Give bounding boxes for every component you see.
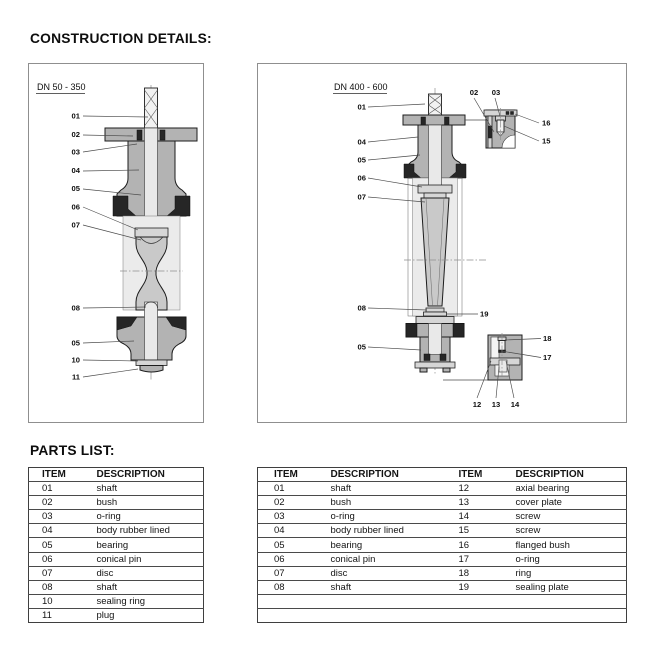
callout-08: 08 (357, 303, 366, 313)
table-row (29, 510, 204, 524)
tab-right (443, 368, 450, 372)
callout-05b: 05 (71, 338, 80, 348)
description-cell: shaft (315, 580, 443, 594)
table-row (29, 496, 204, 510)
description-cell: body rubber lined (84, 524, 204, 538)
table-row (258, 510, 627, 524)
callout-11: 11 (71, 372, 80, 382)
item-cell: 06 (258, 552, 315, 566)
description-cell: cover plate (500, 496, 627, 510)
description-cell (500, 594, 627, 608)
table-row (29, 580, 204, 594)
description-cell: disc (315, 566, 443, 580)
bottom-shaft (429, 324, 442, 355)
item-cell: 15 (443, 524, 500, 538)
column-header: DESCRIPTION (96, 469, 165, 481)
parts-table-dn50-350 (28, 467, 204, 623)
description-cell: sealing ring (84, 594, 204, 608)
description-cell: o-ring (315, 510, 443, 524)
table-row (258, 538, 627, 552)
conical-pin-collar (135, 228, 168, 237)
bush-right (445, 117, 450, 125)
description-cell: sealing plate (500, 580, 627, 594)
column-header: DESCRIPTION (330, 469, 399, 481)
description-cell (315, 608, 443, 622)
description-cell: o-ring (84, 510, 204, 524)
column-header: ITEM (458, 469, 483, 481)
sealing-plate-bottom (424, 312, 447, 316)
item-cell: 04 (29, 524, 84, 538)
bush-right (160, 130, 165, 140)
item-cell: 18 (443, 566, 500, 580)
cover-plate (415, 362, 455, 368)
parts-list-title: PARTS LIST: (30, 443, 115, 458)
valve-drawing (105, 85, 197, 380)
description-cell: flanged bush (500, 538, 627, 552)
item-cell: 02 (29, 496, 84, 510)
diagram-panel-dn400-600 (257, 63, 627, 423)
callout-05b: 05 (357, 342, 366, 352)
item-cell: 07 (29, 566, 84, 580)
item-cell: 02 (258, 496, 315, 510)
callout-18: 18 (543, 334, 552, 343)
top-flange (403, 115, 465, 125)
description-cell: axial bearing (500, 482, 627, 496)
callout-03: 03 (491, 88, 501, 97)
table-row (258, 608, 627, 622)
description-cell: bearing (84, 538, 204, 552)
description-cell: body rubber lined (315, 524, 443, 538)
description-cell: ring (500, 566, 627, 580)
description-cell (315, 594, 443, 608)
item-cell: 01 (258, 482, 315, 496)
callout-05: 05 (357, 155, 366, 165)
description-cell: shaft (84, 482, 204, 496)
item-cell (258, 594, 315, 608)
callout-04: 04 (357, 137, 366, 147)
description-cell: conical pin (315, 552, 443, 566)
callout-17: 17 (543, 353, 552, 362)
column-header: ITEM (274, 469, 298, 481)
item-cell: 01 (29, 482, 84, 496)
item-cell: 07 (258, 566, 315, 580)
callout-06: 06 (71, 202, 80, 212)
callout-01: 01 (71, 111, 80, 121)
table-row (258, 496, 627, 510)
item-cell: 14 (443, 510, 500, 524)
bush-left (421, 117, 426, 125)
table-row (29, 566, 204, 580)
item-cell: 11 (29, 608, 84, 622)
callout-labels (72, 112, 81, 382)
screw-14-body (499, 360, 507, 372)
sealing-plate-top (426, 308, 444, 312)
callout-03: 03 (71, 147, 80, 157)
bush-left (137, 130, 142, 140)
item-cell: 12 (443, 482, 500, 496)
inner-shaft (429, 125, 442, 191)
stem-shaft (145, 88, 158, 128)
header-row (258, 468, 627, 482)
callout-16: 16 (542, 118, 551, 128)
item-cell: 08 (29, 580, 84, 594)
callout-01: 01 (357, 102, 366, 112)
table-row (258, 482, 627, 496)
item-cell: 13 (443, 496, 500, 510)
callout-04: 04 (71, 166, 80, 175)
sealing-ring (136, 360, 167, 366)
item-cell: 17 (443, 552, 500, 566)
item-cell: 10 (29, 594, 84, 608)
description-cell: shaft (315, 482, 443, 496)
table-row (29, 594, 204, 608)
bottom-seal-left (406, 324, 417, 338)
callout-12: 12 (472, 400, 482, 409)
slot-right (440, 354, 446, 361)
description-cell: shaft (84, 580, 204, 594)
item-cell: 16 (443, 538, 500, 552)
bottom-seal-right (453, 324, 464, 338)
description-cell: plug (84, 608, 204, 622)
parts-table-dn400-600 (257, 467, 627, 623)
table-row (29, 608, 204, 622)
bottom-shaft (145, 302, 158, 360)
description-cell: bush (315, 496, 443, 510)
callout-07: 07 (357, 192, 366, 202)
pin-collar (424, 193, 446, 198)
item-cell (443, 608, 500, 622)
table-row (258, 524, 627, 538)
table-row (258, 594, 627, 608)
item-cell (258, 608, 315, 622)
header-row (29, 468, 204, 482)
description-cell: conical pin (84, 552, 204, 566)
rim-mark-1 (506, 112, 509, 115)
item-cell: 06 (29, 552, 84, 566)
parts-table (257, 467, 627, 623)
callout-05: 05 (71, 184, 80, 193)
table-row (29, 482, 204, 496)
conical-pin (418, 185, 452, 193)
table-row (258, 552, 627, 566)
table-row (258, 580, 627, 594)
table-row (29, 552, 204, 566)
table-row (29, 524, 204, 538)
item-cell: 05 (258, 538, 315, 552)
callout-19: 19 (480, 309, 489, 319)
rim-mark-2 (511, 112, 514, 115)
item-cell: 03 (29, 510, 84, 524)
description-cell (500, 608, 627, 622)
callout-02: 02 (469, 88, 479, 97)
item-cell: 03 (258, 510, 315, 524)
construction-details-title: CONSTRUCTION DETAILS: (30, 31, 212, 46)
item-cell: 04 (258, 524, 315, 538)
column-header: ITEM (42, 469, 66, 481)
plug (140, 366, 163, 373)
parts-table (28, 467, 204, 623)
slot-left (424, 354, 430, 361)
detail-bush (489, 126, 492, 138)
callout-08: 08 (71, 303, 80, 313)
valve-drawing (403, 88, 488, 374)
description-cell: bush (84, 496, 204, 510)
inner-shaft (145, 128, 158, 230)
table-row (29, 538, 204, 552)
description-cell: screw (500, 524, 627, 538)
item-cell (443, 594, 500, 608)
range-label: DN 50 - 350 (37, 82, 86, 92)
description-cell: screw (500, 510, 627, 524)
description-cell: o-ring (500, 552, 627, 566)
callout-02: 02 (71, 130, 80, 139)
item-cell: 05 (29, 538, 84, 552)
callout-06: 06 (357, 173, 366, 183)
callout-07: 07 (71, 220, 80, 230)
callout-10: 10 (71, 355, 80, 365)
tab-left (420, 368, 427, 372)
stem-shaft (429, 94, 442, 115)
description-cell: disc (84, 566, 204, 580)
valve-cross-section-dn50-350 (29, 64, 203, 422)
callout-14: 14 (510, 400, 520, 409)
diagram-panel-dn50-350 (28, 63, 204, 423)
item-cell: 08 (258, 580, 315, 594)
column-header: DESCRIPTION (515, 469, 584, 481)
range-label: DN 400 - 600 (334, 82, 388, 92)
description-cell: bearing (315, 538, 443, 552)
bottom-collar (416, 317, 454, 324)
callout-15: 15 (542, 136, 551, 146)
valve-cross-section-dn400-600 (258, 64, 626, 422)
table-row (258, 566, 627, 580)
item-cell: 19 (443, 580, 500, 594)
callout-13: 13 (491, 400, 501, 409)
